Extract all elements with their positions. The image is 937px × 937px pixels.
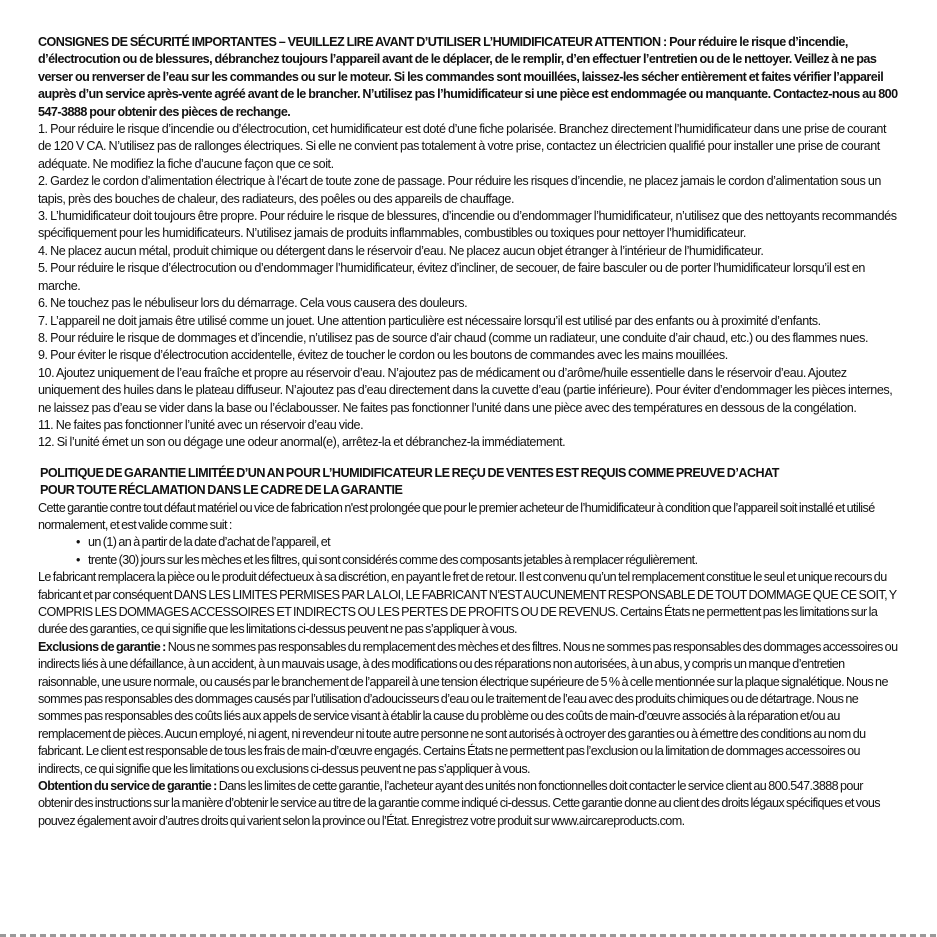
warranty-service xyxy=(38,778,898,830)
safety-item: 12. Si l’unité émet un son ou dégage une odeur anormal(e), arrêtez-la et débranchez-la immédiatement. xyxy=(38,435,566,450)
service-text: Dans les limites de cette garantie, l’acheteur ayant des unités non fonctionnelles doit contacter le service client au 800.547.3888 pour obtenir des instructions sur la manière d’obtenir le service au titre de la garantie comme indiqué ci-dessus. Cette garantie donne au client des droits légaux spécifiques et vous pouvez également avoir d’autres droits qui varient selon la province ou l’État. Enregistrez votre produit sur www.aircareproducts.com. xyxy=(38,779,880,828)
service-label: Obtention du service de garantie : xyxy=(38,779,217,794)
warranty-term: • trente (30) jours sur les mèches et les filtres, qui sont considérés comme des composants jetables à remplacer régulièrement. xyxy=(76,552,898,569)
safety-item: 7. L’appareil ne doit jamais être utilisé comme un jouet. Une attention particulière est nécessaire lorsqu’il est utilisé par des enfants ou à proximité d’enfants. xyxy=(38,313,821,328)
warranty-subtitle: POUR TOUTE RÉCLAMATION DANS LE CADRE DE LA GARANTIE xyxy=(40,483,403,498)
safety-item: 9. Pour éviter le risque d’électrocution accidentelle, évitez de toucher le cordon ou les boutons de commandes avec les mains mouillées. xyxy=(38,348,728,363)
exclusions-label: Exclusions de garantie : xyxy=(38,639,166,654)
warranty-intro: Cette garantie contre tout défaut matériel ou vice de fabrication n'est prolongée que pour le premier acheteur de l’humidificateur à condition que l’appareil soit installé et utilisé normalement, et est valide comme suit : xyxy=(38,500,875,532)
safety-instructions xyxy=(38,34,898,452)
safety-item: 2. Gardez le cordon d’alimentation électrique à l’écart de toute zone de passage. Pour réduire les risques d’incendie, ne placez jamais le cordon d’alimentation sous un tapis, près des bouches de chaleur, des radiateurs, des poêles ou des appareils de chauffage. xyxy=(38,174,881,206)
safety-item: 6. Ne touchez pas le nébuliseur lors du démarrage. Cela vous causera des douleurs. xyxy=(38,296,468,311)
safety-heading: CONSIGNES DE SÉCURITÉ IMPORTANTES – VEUILLEZ LIRE AVANT D’UTILISER L’HUMIDIFICATEUR ATTENTION : Pour réduire le risque d’incendie, d’électrocution ou de blessures, débranchez toujours l’appareil avant de le déplacer, de le remplir, d’en effectuer l’entretien ou de le nettoyer. Veillez à ne pas verser ou renverser de l’eau sur les commandes ou sur le moteur. Si les commandes sont mouillées, laissez-les sécher entièrement et faites vérifier l’appareil auprès d’un service après-vente agréé avant de le brancher. N’utilisez pas l’humidificateur si une pièce est endommagée ou manquante. Contactez-nous au 800 547-3888 pour obtenir des pièces de rechange. xyxy=(38,35,898,119)
safety-item: 1. Pour réduire le risque d’incendie ou d’électrocution, cet humidificateur est doté d’une fiche polarisée. Branchez directement l’humidificateur dans une prise de courant de 120 V CA. N’utilisez pas de rallonges électriques. Si elle ne convient pas totalement à votre prise, contactez un électricien qualifié pour installer une prise de courant adéquate. Ne modifiez la fiche d’aucune façon que ce soit. xyxy=(38,122,887,171)
warranty-policy xyxy=(38,465,898,831)
manual-page xyxy=(38,34,898,830)
safety-item: 8. Pour réduire le risque de dommages et d’incendie, n’utilisez pas de source d’air chaud (comme un radiateur, une conduite d’air chaud, etc.) ou des flammes nues. xyxy=(38,330,869,345)
warranty-term: • un (1) an à partir de la date d’achat de l’appareil, et xyxy=(76,534,898,551)
warranty-remedy: Le fabricant remplacera la pièce ou le produit défectueux à sa discrétion, en payant le fret de retour. Il est convenu qu’un tel remplacement constitue le seul et unique recours du fabricant et par conséquent DANS LES LIMITES PERMISES PAR LA LOI, LE FABRICANT N’EST AUCUNEMENT RESPONSABLE DE TOUT DOMMAGE QUE CE SOIT, Y COMPRIS LES DOMMAGES ACCESSOIRES ET INDIRECTS OU LES PERTES DE PROFITS OU DE REVENUS. Certains États ne permettent pas les limitations sur la durée des garanties, ce qui signifie que les limitations ci-dessus peuvent ne pas s’appliquer à vous. xyxy=(38,570,897,637)
safety-item: 10. Ajoutez uniquement de l’eau fraîche et propre au réservoir d’eau. N’ajoutez pas de médicament ou d’arôme/huile essentielle dans le réservoir d’eau. Ajoutez uniquement des huiles dans le plateau diffuseur. N’ajoutez pas d’eau directement dans la cuvette d’eau (partie inférieure). Pour éviter d’endommager les pièces internes, ne laissez pas d’eau se vider dans la base ou l’éclabousser. Ne faites pas fonctionner l’unité dans une pièce avec des températures en dessous de la congélation. xyxy=(38,365,893,415)
safety-item: 11. Ne faites pas fonctionner l’unité avec un réservoir d’eau vide. xyxy=(38,417,364,432)
warranty-exclusions xyxy=(38,639,898,778)
warranty-terms-list xyxy=(38,534,898,569)
safety-item: 5. Pour réduire le risque d’électrocution ou d’endommager l’humidificateur, évitez d’incliner, de secouer, de faire basculer ou de porter l’humidificateur lorsqu’il est en marche. xyxy=(38,261,865,293)
safety-item: 3. L’humidificateur doit toujours être propre. Pour réduire le risque de blessures, d’incendie ou d’endommager l’humidificateur, n’utilisez que des nettoyants recommandés spécifiquement pour les humidificateurs. N’utilisez jamais de produits inflammables, combustibles ou toxiques pour nettoyer l’humidificateur. xyxy=(38,209,897,241)
safety-item: 4. Ne placez aucun métal, produit chimique ou détergent dans le réservoir d’eau. Ne placez aucun objet étranger à l’intérieur de l’humidificateur. xyxy=(38,243,764,258)
exclusions-text: Nous ne sommes pas responsables du remplacement des mèches et des filtres. Nous ne sommes pas responsables des dommages accessoires ou indirects liés à une défaillance, à un accident, à un mauvais usage, à des modifications ou des réparations non autorisées, à un abus, y compris un manque d’entretien raisonnable, une usure normale, ou causés par le branchement de l’appareil à une tension électrique supérieure de 5 % à celle mentionnée sur la plaque signalétique. Nous ne sommes pas responsables des dommages causés par l’utilisation d’adoucisseurs d’eau ou le traitement de l’eau avec des produits chimiques ou de détartrage. Nous ne sommes pas responsables des coûts liés aux appels de service visant à établir la cause du problème ou des coûts de main-d’œuvre associés à la réparation et/ou au remplacement de pièces. Aucun employé, ni agent, ni revendeur ni toute autre personne ne sont autorisés à octroyer des garanties ou à émettre des conditions au nom du fabricant. Le client est responsable de tous les frais de main-d’œuvre engagés. Certains États ne permettent pas l’exclusion ou la limitation de dommages accessoires ou indirects, ce qui signifie que les limitations ou exclusions ci-dessus peuvent ne pas s’appliquer à vous. xyxy=(38,639,898,776)
warranty-title: POLITIQUE DE GARANTIE LIMITÉE D’UN AN POUR L’HUMIDIFICATEUR LE REÇU DE VENTES EST REQUIS COMME PREUVE D’ACHAT xyxy=(40,465,780,480)
